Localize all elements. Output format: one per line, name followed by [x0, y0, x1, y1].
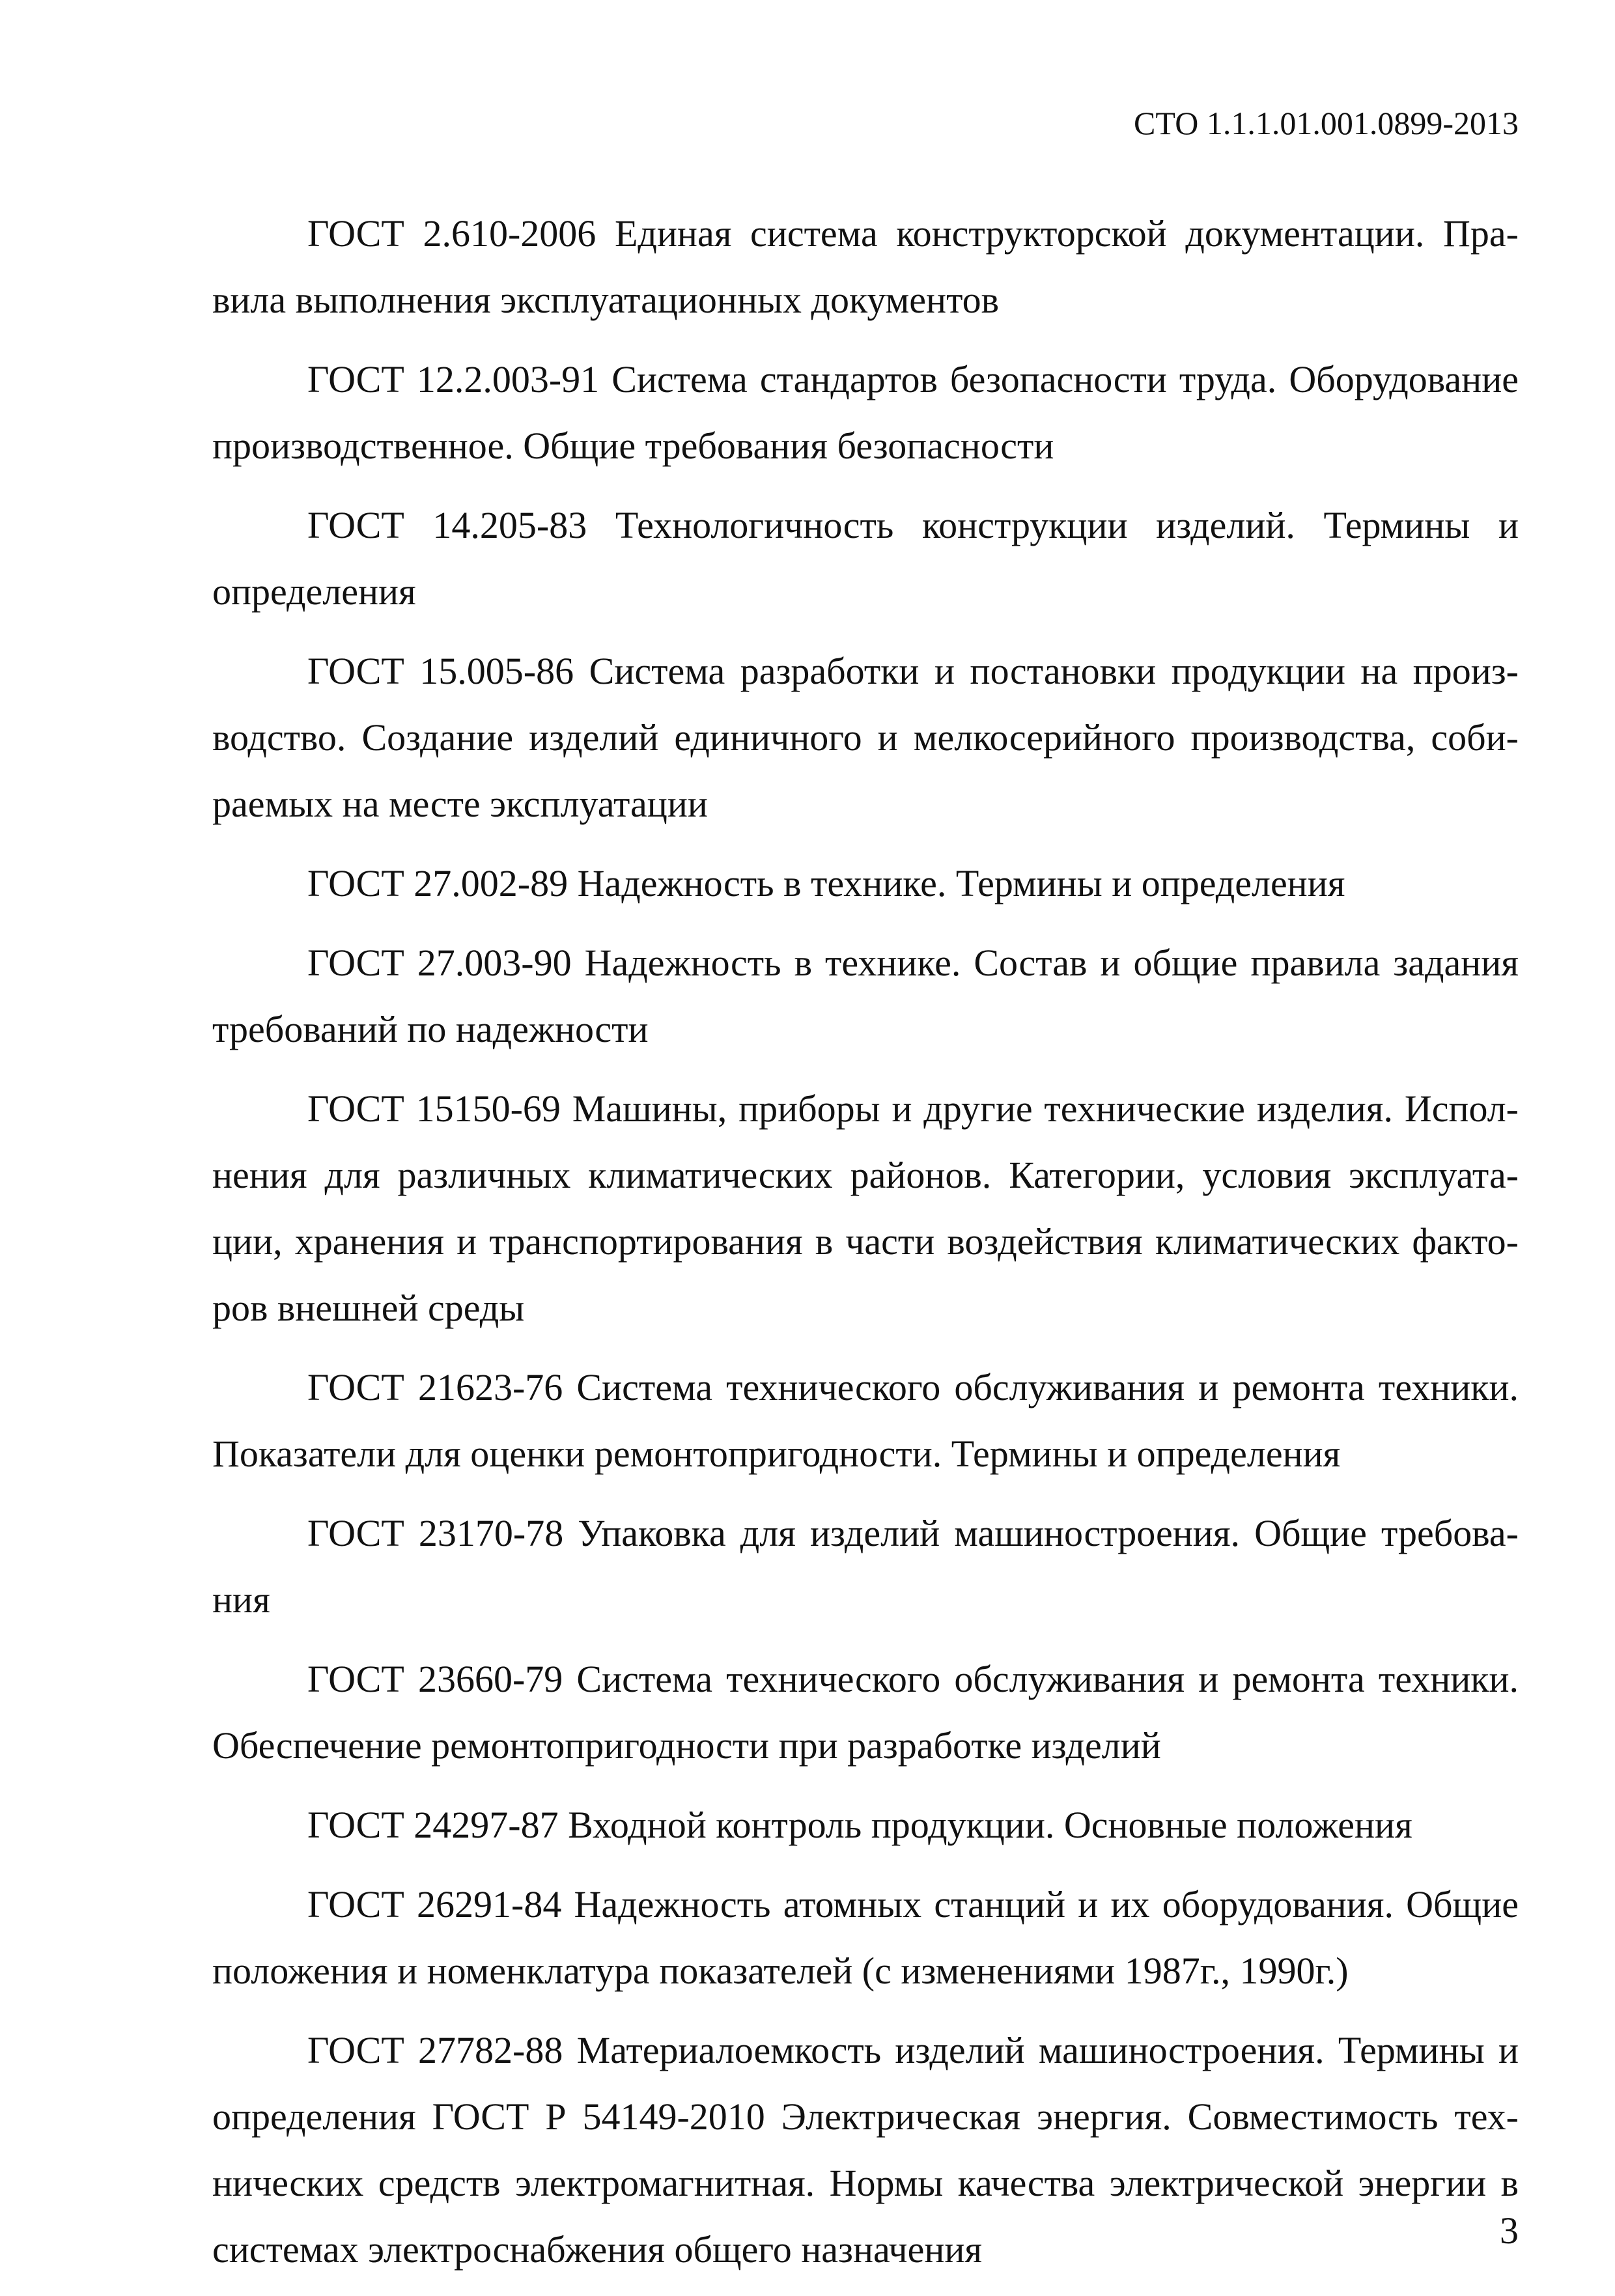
reference-paragraph [212, 930, 1519, 1063]
reference-paragraph [212, 492, 1519, 625]
text-line: ции, хранения и транспортирования в части воздействия климатических факто- [212, 1220, 1519, 1263]
text-line: ГОСТ 26291-84 Надежность атомных станций и их оборудования. Общие [307, 1883, 1519, 1925]
text-line: ГОСТ 15150-69 Машины, приборы и другие технические изделия. Испол- [307, 1087, 1519, 1130]
text-line: производственное. Общие требования безопасности [212, 425, 1054, 467]
text-line: ГОСТ 2.610-2006 Единая система конструкторской документации. Пра- [307, 212, 1519, 255]
text-line: ГОСТ 27.002-89 Надежность в технике. Термины и определения [307, 862, 1345, 904]
reference-paragraph [212, 2017, 1519, 2283]
text-line: определения ГОСТ Р 54149-2010 Электрическая энергия. Совместимость тех- [212, 2095, 1519, 2138]
reference-paragraph [212, 850, 1519, 917]
text-line: ГОСТ 27782-88 Материалоемкость изделий машиностроения. Термины и [307, 2029, 1519, 2071]
references-list [212, 201, 1519, 2296]
text-line: Показатели для оценки ремонтопригодности. Термины и определения [212, 1433, 1341, 1475]
text-line: системах электроснабжения общего назначения [212, 2228, 983, 2271]
text-line: определения [212, 570, 416, 613]
reference-paragraph [212, 1500, 1519, 1633]
text-line: ГОСТ 24297-87 Входной контроль продукции. Основные положения [307, 1804, 1412, 1846]
reference-paragraph [212, 638, 1519, 837]
reference-paragraph [212, 1076, 1519, 1341]
text-line: ния [212, 1578, 270, 1621]
text-line: раемых на месте эксплуатации [212, 783, 708, 825]
text-line: вила выполнения эксплуатационных документов [212, 279, 1000, 321]
text-line: ГОСТ 27.003-90 Надежность в технике. Состав и общие правила задания [307, 942, 1519, 984]
text-line: ров внешней среды [212, 1287, 525, 1329]
reference-paragraph [212, 201, 1519, 333]
text-line: Обеспечение ремонтопригодности при разработке изделий [212, 1724, 1161, 1767]
page-number: 3 [1500, 2209, 1519, 2252]
text-line: ГОСТ 12.2.003-91 Система стандартов безопасности труда. Оборудование [307, 358, 1519, 400]
text-line: нических средств электромагнитная. Нормы качества электрической энергии в [212, 2162, 1519, 2204]
text-line: ГОСТ 15.005-86 Система разработки и постановки продукции на произ- [307, 650, 1519, 692]
text-line: нения для различных климатических районов. Категории, условия эксплуата- [212, 1154, 1519, 1196]
text-line: ГОСТ 14.205-83 Технологичность конструкции изделий. Термины и [307, 504, 1519, 546]
reference-paragraph [212, 1646, 1519, 1779]
text-line: ГОСТ 23170-78 Упаковка для изделий машиностроения. Общие требова- [307, 1512, 1519, 1554]
reference-paragraph [212, 1871, 1519, 2004]
reference-paragraph [212, 346, 1519, 479]
text-line: ГОСТ 21623-76 Система технического обслуживания и ремонта техники. [307, 1366, 1519, 1408]
text-line: положения и номенклатура показателей (с изменениями 1987г., 1990г.) [212, 1950, 1349, 1992]
document-code-header: СТО 1.1.1.01.001.0899-2013 [1134, 105, 1519, 141]
text-line: ГОСТ 23660-79 Система технического обслуживания и ремонта техники. [307, 1658, 1519, 1700]
reference-paragraph [212, 1354, 1519, 1487]
text-line: требований по надежности [212, 1008, 649, 1050]
text-line: водство. Создание изделий единичного и мелкосерийного производства, соби- [212, 716, 1519, 759]
reference-paragraph [212, 1792, 1519, 1858]
